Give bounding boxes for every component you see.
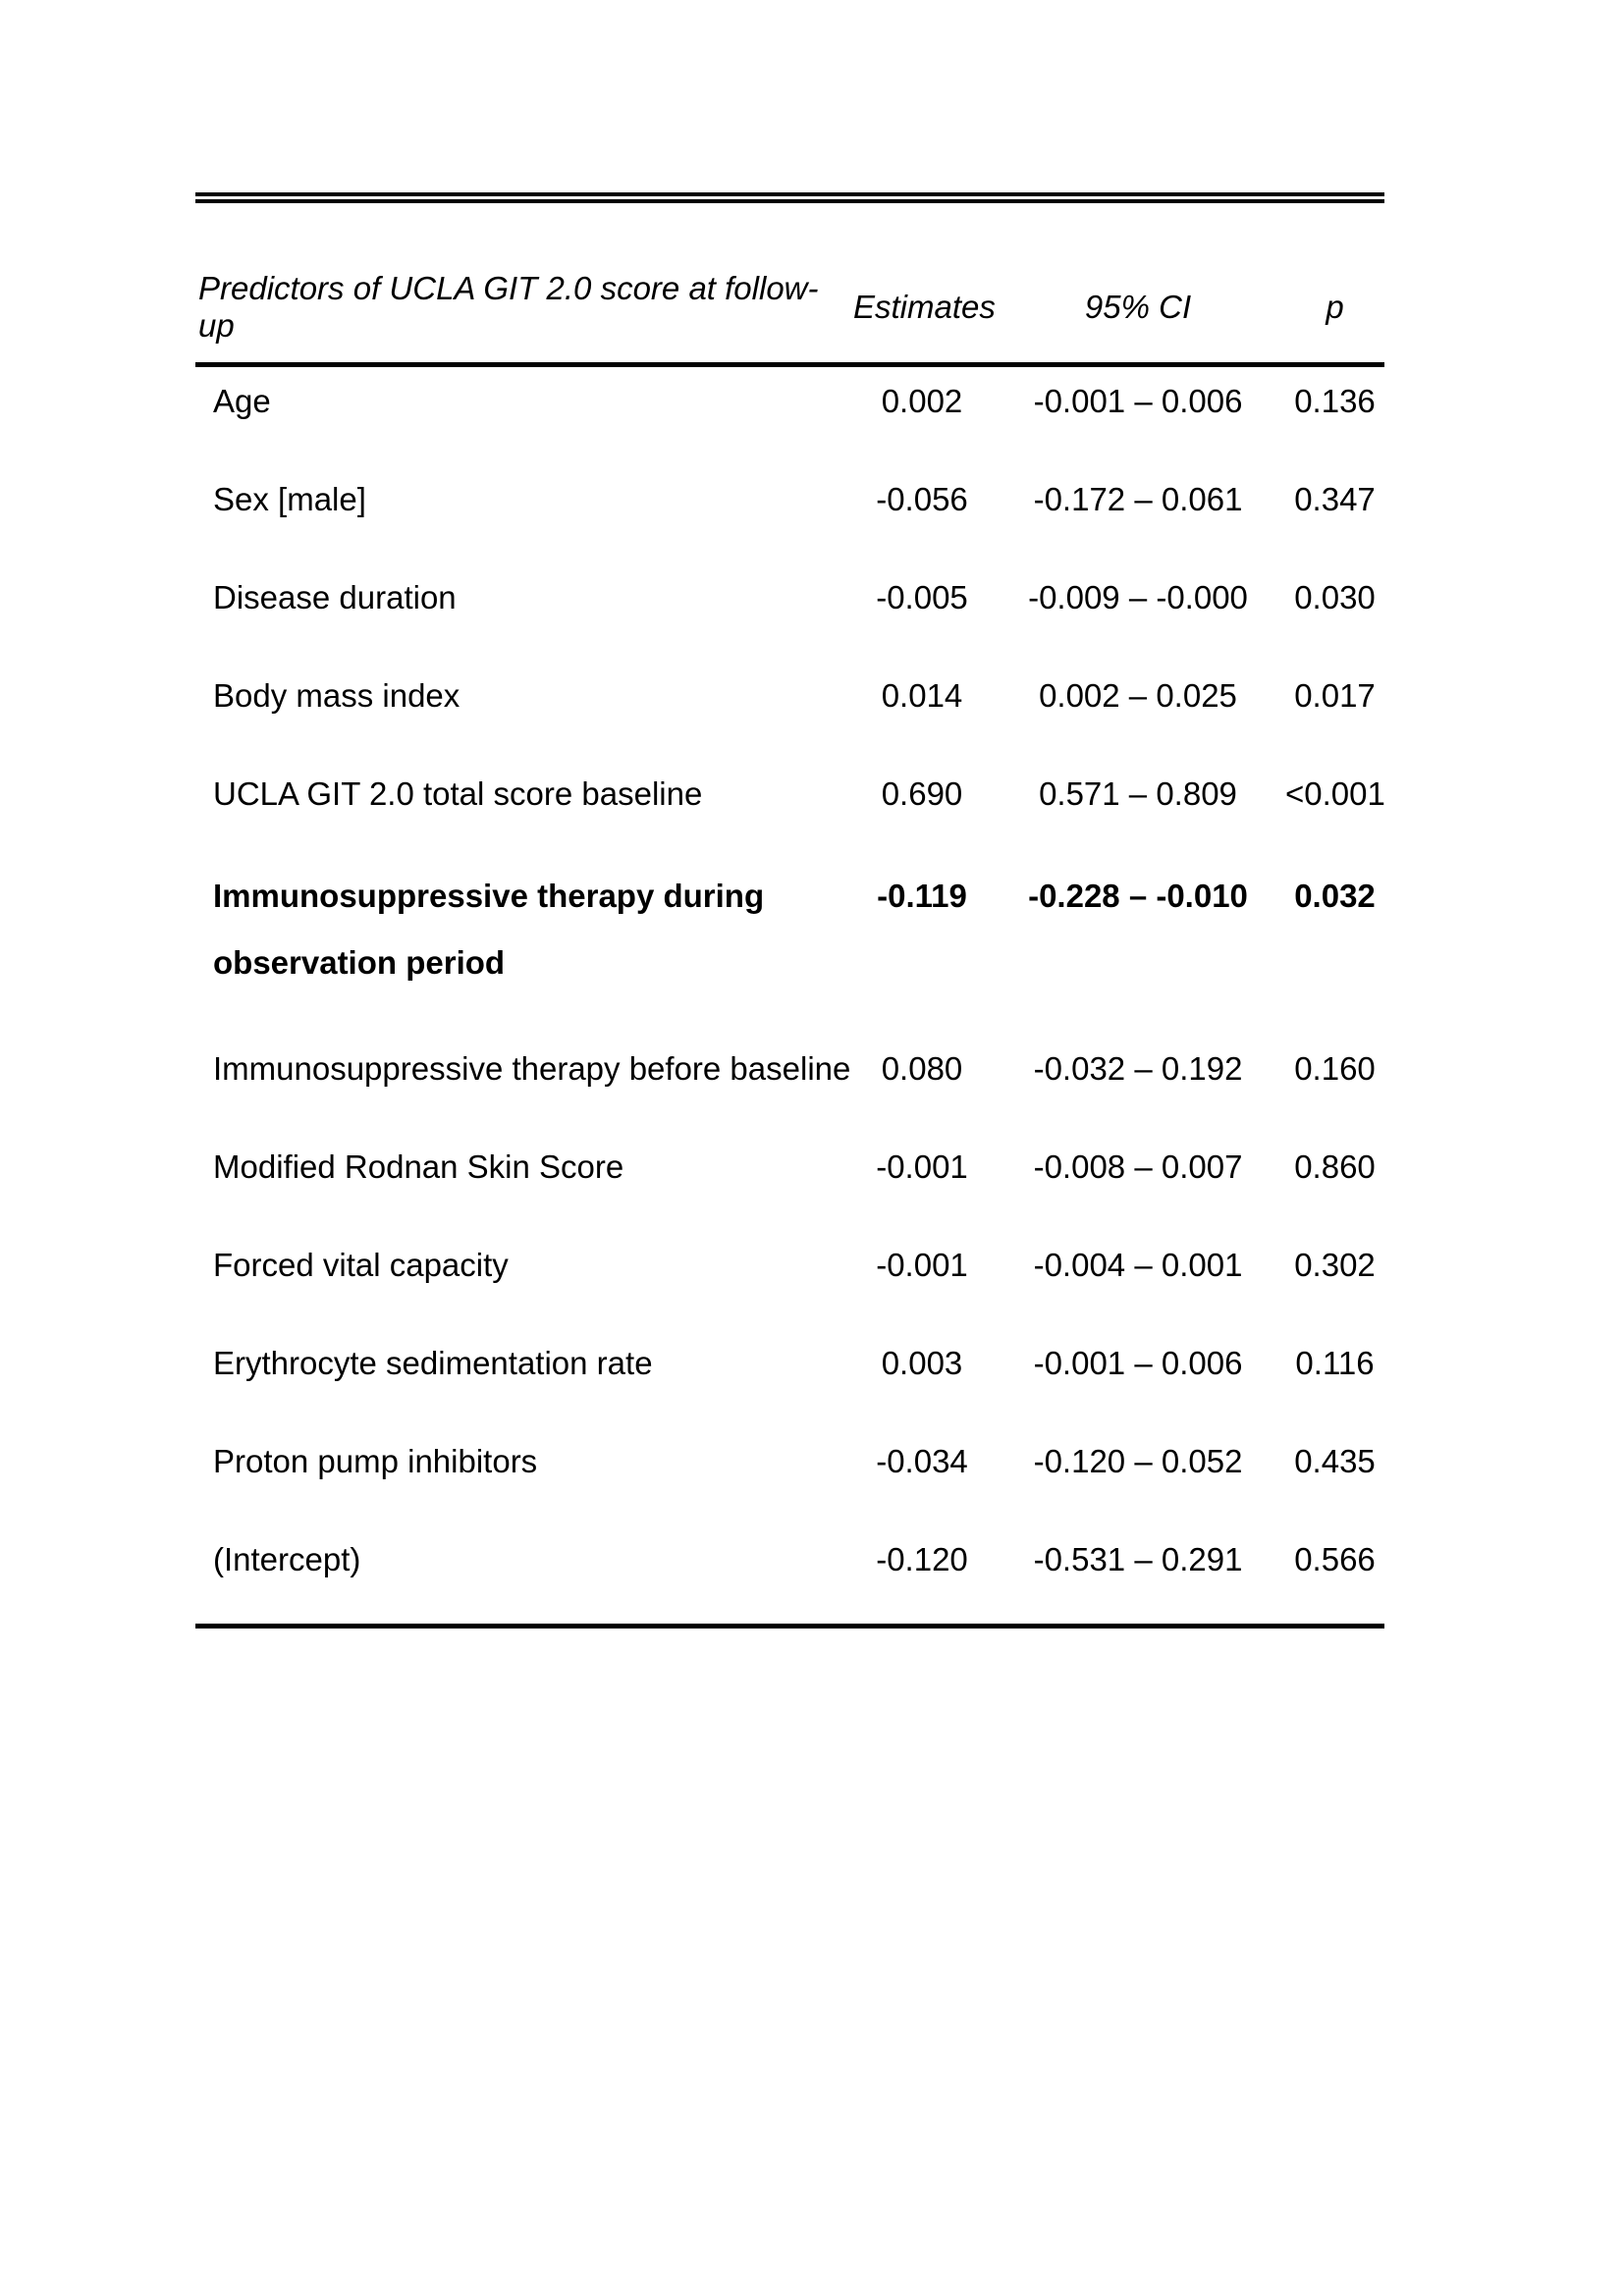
p-value-cell: 0.017 [1294, 677, 1376, 714]
estimate-cell: -0.005 [876, 579, 968, 615]
table-row [195, 465, 1384, 563]
table-row [195, 1427, 1384, 1525]
regression-results-table [195, 192, 1384, 1629]
ci-cell: -0.008 – 0.007 [1033, 1148, 1243, 1185]
predictor-cell: UCLA GIT 2.0 total score baseline [213, 775, 703, 812]
predictor-cell: Age [213, 383, 271, 419]
ci-cell: 0.002 – 0.025 [1039, 677, 1237, 714]
estimate-cell: -0.120 [876, 1541, 968, 1577]
estimate-cell: -0.001 [876, 1148, 968, 1185]
estimate-cell: -0.034 [876, 1443, 968, 1479]
p-value-cell: <0.001 [1285, 775, 1385, 812]
table-row [195, 1525, 1384, 1624]
estimate-cell: -0.119 [877, 878, 967, 914]
p-value-cell: 0.302 [1294, 1247, 1376, 1283]
p-value-cell: 0.030 [1294, 579, 1376, 615]
estimate-cell: -0.001 [876, 1247, 968, 1283]
ci-cell: -0.001 – 0.006 [1033, 383, 1243, 419]
p-value-cell: 0.032 [1294, 878, 1376, 914]
predictor-cell: Erythrocyte sedimentation rate [213, 1345, 653, 1381]
table-row [195, 1231, 1384, 1329]
estimate-cell: 0.690 [881, 775, 963, 812]
predictor-cell: Forced vital capacity [213, 1247, 509, 1283]
table-row [195, 760, 1384, 858]
ci-cell: -0.228 – -0.010 [1028, 878, 1248, 914]
table-header-row [195, 203, 1384, 362]
table-row [195, 662, 1384, 760]
ci-cell: -0.172 – 0.061 [1033, 481, 1243, 517]
table-row [195, 367, 1384, 465]
estimate-cell: 0.080 [881, 1050, 963, 1087]
predictor-cell [195, 863, 853, 996]
p-value-cell: 0.860 [1294, 1148, 1376, 1185]
ci-cell: 0.571 – 0.809 [1039, 775, 1237, 812]
p-value-cell: 0.566 [1294, 1541, 1376, 1577]
top-double-rule [195, 192, 1384, 203]
col-header-ci: 95% CI [1084, 289, 1192, 325]
table-row [195, 1035, 1384, 1133]
estimate-cell: 0.002 [881, 383, 963, 419]
predictor-cell: Proton pump inhibitors [213, 1443, 538, 1479]
predictor-cell: Immunosuppressive therapy before baseline [213, 1050, 851, 1087]
ci-cell: -0.531 – 0.291 [1033, 1541, 1243, 1577]
ci-cell: -0.001 – 0.006 [1033, 1345, 1243, 1381]
table-row [195, 563, 1384, 662]
predictor-cell: Sex [male] [213, 481, 366, 517]
col-header-estimates: Estimates [853, 289, 996, 325]
p-value-cell: 0.116 [1295, 1345, 1375, 1381]
predictor-line-1: Immunosuppressive therapy during [213, 878, 765, 914]
ci-cell: -0.032 – 0.192 [1033, 1050, 1243, 1087]
predictor-cell: Body mass index [213, 677, 460, 714]
bottom-rule [195, 1624, 1384, 1629]
table-row [195, 1133, 1384, 1231]
table-row-bold [195, 858, 1384, 1035]
ci-cell: -0.004 – 0.001 [1033, 1247, 1243, 1283]
table-row [195, 1329, 1384, 1427]
col-header-p: p [1326, 289, 1344, 325]
table-body [195, 367, 1384, 1624]
ci-cell: -0.009 – -0.000 [1028, 579, 1248, 615]
p-value-cell: 0.160 [1294, 1050, 1376, 1087]
predictor-cell: Disease duration [213, 579, 457, 615]
estimate-cell: -0.056 [876, 481, 968, 517]
estimate-cell: 0.014 [881, 677, 963, 714]
predictor-cell: Modified Rodnan Skin Score [213, 1148, 624, 1185]
p-value-cell: 0.136 [1294, 383, 1376, 419]
predictor-cell: (Intercept) [213, 1541, 361, 1577]
col-header-predictors: Predictors of UCLA GIT 2.0 score at follow-up [198, 270, 819, 344]
predictor-line-2: observation period [213, 944, 506, 981]
estimate-cell: 0.003 [881, 1345, 963, 1381]
p-value-cell: 0.435 [1294, 1443, 1376, 1479]
p-value-cell: 0.347 [1294, 481, 1376, 517]
ci-cell: -0.120 – 0.052 [1033, 1443, 1243, 1479]
